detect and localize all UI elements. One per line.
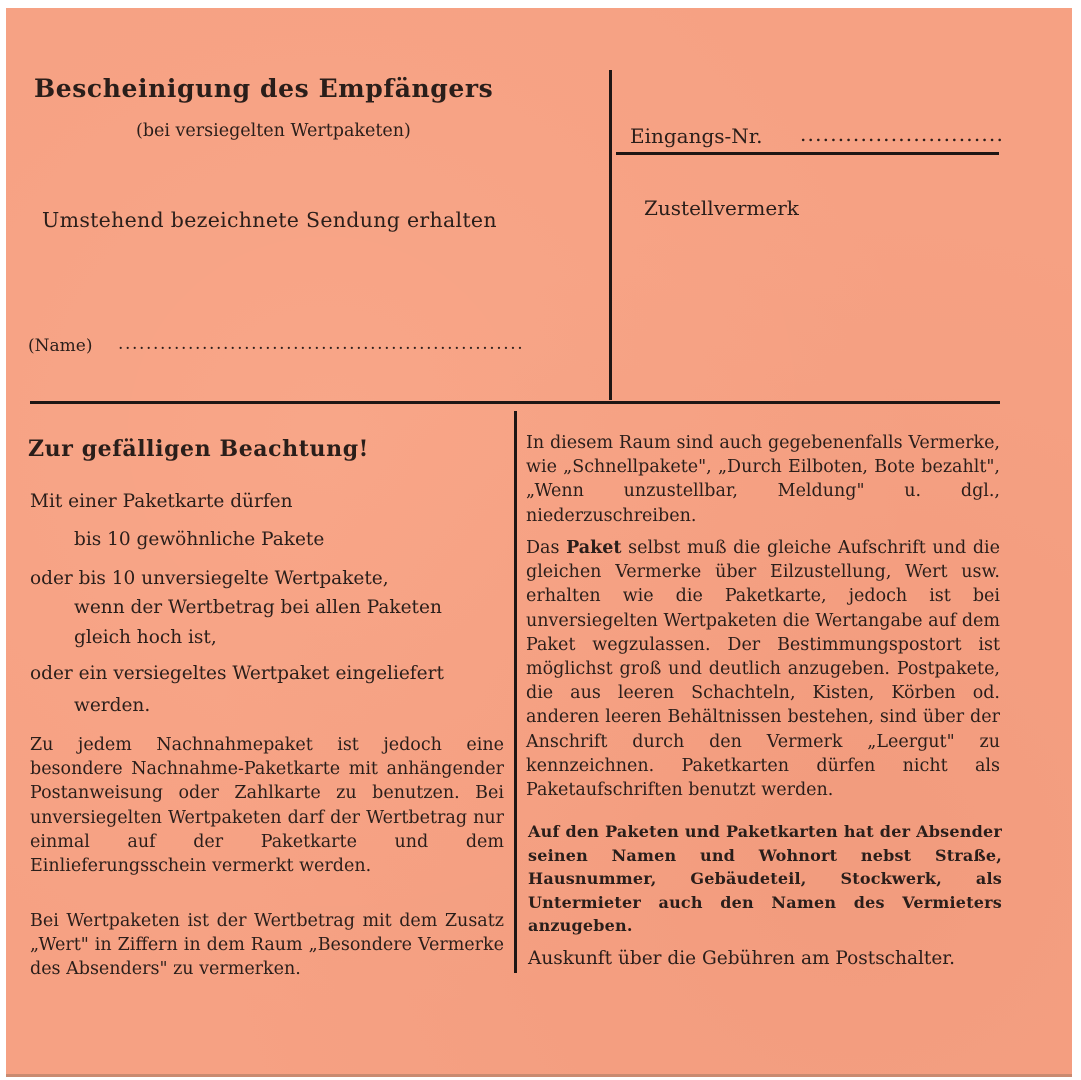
eingang-field-dots: ...........................	[800, 122, 1005, 146]
notice-line: bis 10 gewöhnliche Pakete	[74, 529, 325, 550]
sender-requirements-paragraph: Auf den Paketen und Paketkarten hat der Absender seinen Namen und Wohnort nebst Straße, Hausnummer, Gebäudeteil, Stockwerk, als Untermieter auch den Namen des Vermieters anzugeben.	[528, 822, 1002, 935]
vertical-divider-top	[609, 70, 612, 400]
notice-line: Mit einer Paketkarte dürfen	[30, 491, 293, 512]
wertpaket-paragraph: Bei Wertpaketen ist der Wertbetrag mit dem Zusatz „Wert" in Ziffern in dem Raum „Besondere Vermerke des Absenders" zu vermerken.	[30, 911, 504, 980]
parcel-card	[6, 8, 1072, 1077]
eingang-label: Eingangs-Nr.	[630, 124, 763, 148]
fees-info: Auskunft über die Gebühren am Postschalter.	[528, 948, 955, 969]
notice-heading: Zur gefälligen Beachtung!	[28, 436, 369, 462]
paket-paragraph	[526, 536, 1000, 802]
notice-line: oder bis 10 unversiegelte Wertpakete,	[30, 568, 389, 589]
name-label: (Name)	[28, 336, 93, 356]
paket-paragraph-rest: selbst muß die gleiche Aufschrift und die gleichen Vermerke über Eilzustellung, Wert usw. erhalten wie die Paketkarte, jedoch ist bei unversiegelten Wertpaketen die Wertangabe auf dem Paket wegzulassen. Der Bestimmungspostort ist möglichst groß und deutlich anzugeben. Postpakete, die aus leeren Schachteln, Kisten, Körben od. anderen leeren Behältnissen bestehen, sind über der Anschrift durch den Vermerk „Leergut" zu kennzeichnen. Paketkarten dürfen nicht als Paketaufschriften benutzt werden.	[526, 538, 1000, 801]
eingang-divider	[616, 152, 999, 155]
name-field-dots: ..........................................................	[118, 334, 525, 354]
paket-paragraph-prefix: Das	[526, 538, 567, 558]
notice-line: gleich hoch ist,	[74, 627, 217, 648]
vermerke-paragraph: In diesem Raum sind auch gegebenenfalls Vermerke, wie „Schnellpakete", „Durch Eilboten, Bote bezahlt", „Wenn unzustellbar, Meldung" u. dgl., niederzuschreiben.	[526, 433, 1000, 526]
certificate-title: Bescheinigung des Empfängers	[34, 74, 494, 103]
horizontal-divider	[30, 401, 1000, 404]
paket-paragraph-bold: Paket	[566, 538, 622, 558]
notice-line: oder ein versiegeltes Wertpaket eingeliefert	[30, 663, 444, 684]
vertical-divider-bottom	[514, 411, 517, 973]
nachnahme-paragraph: Zu jedem Nachnahmepaket ist jedoch eine besondere Nachnahme-Paketkarte mit anhängender Postanweisung oder Zahlkarte zu benutzen. Bei unversiegelten Wertpaketen darf der Wertbetrag nur einmal auf der Paketkarte und dem Einlieferungsschein vermerkt werden.	[30, 735, 504, 877]
notice-line: werden.	[74, 695, 151, 716]
received-statement: Umstehend bezeichnete Sendung erhalten	[42, 208, 497, 232]
notice-line: wenn der Wertbetrag bei allen Paketen	[74, 597, 442, 618]
zustellvermerk-label: Zustellvermerk	[644, 196, 799, 220]
certificate-subtitle: (bei versiegelten Wertpaketen)	[136, 121, 411, 141]
